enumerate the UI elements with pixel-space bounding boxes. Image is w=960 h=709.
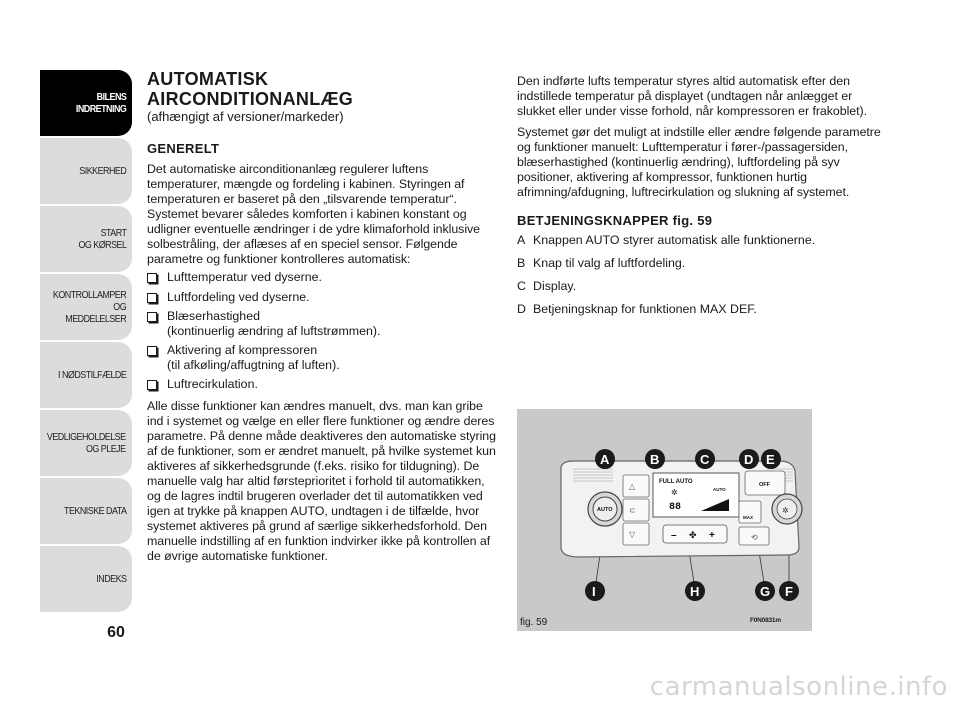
callout-label: A [600, 452, 610, 467]
list-item [147, 309, 499, 338]
item-text: Knappen AUTO styrer automatisk alle funktionerne. [533, 233, 816, 247]
figure-caption: fig. 59 [520, 617, 548, 628]
list-item-text: Luftfordeling ved dyserne. [167, 289, 310, 304]
max-label: MAX [743, 515, 753, 520]
controls-list [517, 233, 887, 317]
section-heading-betjeningsknapper: BETJENINGSKNAPPER fig. 59 [517, 213, 713, 228]
off-label: OFF [759, 482, 770, 488]
tab-label: INDEKS [95, 573, 126, 585]
item-letter: A [517, 233, 526, 247]
tab-nodstilfaelde[interactable] [40, 342, 132, 408]
item-text: Display. [533, 279, 577, 293]
page-title-line-1: AUTOMATISK [147, 69, 269, 89]
page-title-line-2: AIRCONDITIONANLÆG [147, 89, 354, 109]
left-column [147, 69, 499, 564]
callout-label: D [744, 452, 754, 467]
checkbox-bullet-icon [147, 293, 157, 303]
tab-label: I NØDSTILFÆLDE [57, 369, 126, 381]
list-item-text: Luftrecirkulation. [167, 377, 258, 391]
list-item [517, 279, 887, 294]
callout-label: C [700, 452, 710, 467]
right-column [517, 74, 887, 325]
checkbox-bullet-icon [147, 380, 157, 390]
checkbox-bullet-icon [147, 273, 157, 283]
callout-label: E [766, 452, 775, 467]
list-item [147, 343, 499, 372]
callout-label: F [785, 584, 793, 599]
tab-label: START OG KØRSEL [78, 227, 126, 251]
air-direction-down-icon: ▽ [629, 530, 636, 539]
page-number: 60 [107, 624, 125, 641]
tab-label: VEDLIGEHOLDELSE OG PLEJE [47, 431, 126, 455]
recirculation-icon: ⟲ [751, 533, 758, 542]
sun-icon: ✲ [782, 506, 789, 515]
list-item [517, 302, 887, 317]
item-letter: C [517, 279, 526, 293]
callout-label: B [650, 452, 660, 467]
watermark: carmanualsonline.info [649, 672, 948, 702]
tab-label: SIKKERHED [78, 165, 126, 177]
climate-panel-figure [517, 409, 812, 631]
figure-code: F0N0831m [750, 617, 781, 624]
distribution-buttons[interactable] [623, 475, 649, 545]
tab-bilens-indretning[interactable] [40, 70, 132, 136]
tab-label: BILENS INDRETNING [75, 91, 126, 115]
tab-vedligeholdelse[interactable] [40, 410, 132, 476]
list-item [517, 256, 887, 271]
list-item-text: Blæserhastighed (kontinuerlig ændring af luftstrømmen). [167, 309, 381, 338]
display-auto-label: AUTO [713, 487, 726, 492]
list-item [147, 270, 499, 285]
section-heading-generelt: GENERELT [147, 141, 220, 156]
tab-sikkerhed[interactable] [40, 138, 132, 204]
checkbox-bullet-icon [147, 312, 157, 322]
list-item [147, 290, 499, 305]
fan-icon: ✤ [689, 530, 697, 540]
snowflake-icon: ✲ [671, 488, 678, 497]
temperature-paragraph: Den indførte lufts temperatur styres altid automatisk efter den indstillede temperatur på displayet (undtagen når anlægget er slukket eller under visse forhold, når kompressoren er frakoblet). [517, 74, 867, 118]
item-text: Betjeningsknap for funktionen MAX DEF. [533, 302, 757, 316]
climate-panel-illustration [517, 409, 812, 631]
fan-minus: – [671, 530, 677, 541]
tab-label: KONTROLLAMPER OG MEDDELELSER [52, 289, 126, 325]
checkbox-bullet-icon [147, 346, 157, 356]
auto-button-label: AUTO [597, 507, 613, 513]
intro-paragraph: Det automatiske airconditionanlæg regulerer luftens temperaturer, mængde og fordeling i kabinen. Styringen af temperaturen er baseret på den „tilsvarende temperatur“. Systemet bevarer således komforten i kabinen konstant og udligner eventuelle ændringer i de ydre klimaforhold inklusive solbestråling, der aflæses af en speciel sensor. Følgende parametre og funktioner kontrolleres automatisk: [147, 162, 481, 266]
air-direction-up-icon: △ [629, 482, 636, 491]
item-text: Knap til valg af luftfordeling. [533, 256, 686, 270]
bullet-list [147, 270, 499, 392]
item-letter: B [517, 256, 526, 270]
list-item [517, 233, 887, 248]
tab-kontrollamper[interactable] [40, 274, 132, 340]
tab-start-og-korsel[interactable] [40, 206, 132, 272]
callout-label: H [690, 584, 700, 599]
page-subtitle: (afhængigt af versioner/markeder) [147, 109, 344, 124]
callouts-bottom [585, 581, 799, 601]
outro-paragraph: Alle disse funktioner kan ændres manuelt, dvs. man kan gribe ind i systemet og vælge en eller flere funktioner og ændre deres parametre. På denne måde deaktiveres den automatiske styring af de funktioner, som er ændret manuelt, på hvilke systemet kun aktiveres af sikkerhedsgrunde (f.eks. risiko for tildugning). De manuelle valg har altid førsteprioritet i forhold til automatikken, og de lagres indtil brugeren overlader det til automatikken ved igen at trykke på knappen AUTO, undtagen i de tilfælde, hvor systemet aktiveres på grund af særlige sikkerhedsforhold. Den manuelle indstilling af en funktion indvirker ikke på kontrollen af de øvrige automatiske funktioner. [147, 398, 496, 563]
air-direction-mid-icon: ⊂ [629, 506, 636, 515]
list-item-text: Lufttemperatur ved dyserne. [167, 270, 322, 284]
tab-tekniske-data[interactable] [40, 478, 132, 544]
callout-label: G [760, 584, 771, 599]
list-item-text: Aktivering af kompressoren (til afkøling/affugtning af luften). [167, 343, 340, 372]
tab-label: TEKNISKE DATA [63, 505, 126, 517]
display-digits: 88 [669, 502, 682, 513]
tab-indeks[interactable] [40, 546, 132, 612]
list-item [147, 377, 499, 392]
manual-settings-paragraph: Systemet gør det muligt at indstille eller ændre følgende parametre og funktioner manuelt: Lufttemperatur i fører-/passagersiden, blæserhastighed (kontinuerlig ændring), luftfordeling på syv positioner, aktivering af kompressor, funktionen hurtig afrimning/afdugning, luftrecirkulation og slukning af systemet. [517, 125, 881, 199]
display-title: FULL AUTO [659, 479, 693, 485]
fan-plus: + [709, 530, 715, 541]
callout-label: I [592, 584, 596, 599]
item-letter: D [517, 302, 526, 316]
